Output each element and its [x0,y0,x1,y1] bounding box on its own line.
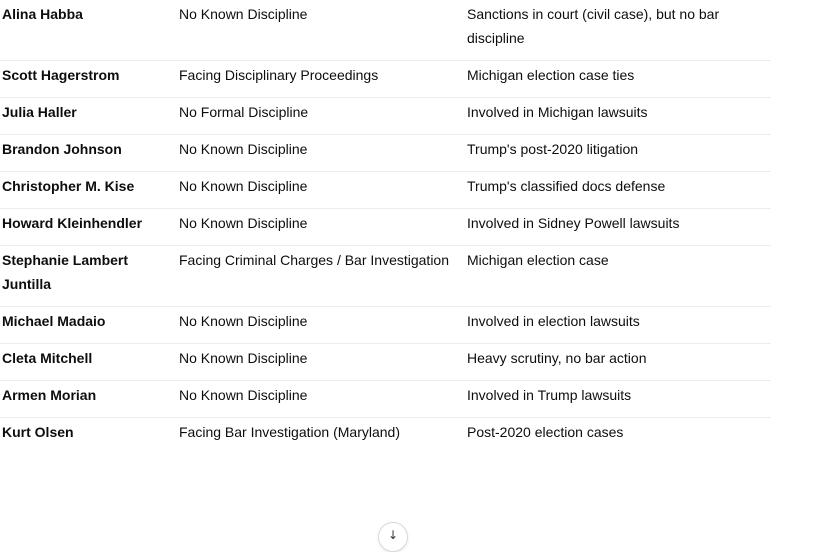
attorney-name: Armen Morian [2,387,97,403]
discipline-status: No Known Discipline [179,6,308,22]
attorney-name: Julia Haller [2,104,77,120]
attorney-name: Alina Habba [2,6,83,22]
table-row [0,418,771,454]
discipline-status: No Formal Discipline [179,104,309,120]
scroll-to-bottom-button[interactable] [378,522,408,552]
table-row [0,98,771,135]
discipline-status: No Known Discipline [179,313,308,329]
discipline-status: Facing Bar Investigation (Maryland) [179,424,400,440]
table-row [0,61,771,98]
attorney-name: Michael Madaio [2,313,106,329]
notes: Trump's post-2020 litigation [467,141,639,157]
discipline-status: No Known Discipline [179,141,308,157]
table-row [0,209,771,246]
notes: Michigan election case ties [467,67,635,83]
attorney-name: Kurt Olsen [2,424,74,440]
attorney-name: Stephanie Lambert Juntilla [2,252,129,292]
attorney-name: Howard Kleinhendler [2,215,143,231]
table-row [0,135,771,172]
attorney-name: Christopher M. Kise [2,178,135,194]
table-row [0,0,771,61]
notes: Involved in Sidney Powell lawsuits [467,215,680,231]
discipline-status: No Known Discipline [179,387,308,403]
discipline-status: Facing Disciplinary Proceedings [179,67,379,83]
notes: Sanctions in court (civil case), but no bar discipline [467,6,720,46]
table-row [0,172,771,209]
table-row [0,344,771,381]
discipline-status: No Known Discipline [179,178,308,194]
attorney-name: Brandon Johnson [2,141,122,157]
notes: Involved in election lawsuits [467,313,640,329]
notes: Trump's classified docs defense [467,178,666,194]
table-row [0,381,771,418]
arrow-down-icon: ↓ [387,528,399,542]
notes: Involved in Trump lawsuits [467,387,632,403]
notes: Involved in Michigan lawsuits [467,104,648,120]
attorney-name: Scott Hagerstrom [2,67,120,83]
notes: Heavy scrutiny, no bar action [467,350,647,366]
discipline-status: No Known Discipline [179,215,308,231]
discipline-status: No Known Discipline [179,350,308,366]
attorney-name: Cleta Mitchell [2,350,93,366]
table-row [0,307,771,344]
notes: Michigan election case [467,252,609,268]
notes: Post-2020 election cases [467,424,624,440]
discipline-status: Facing Criminal Charges / Bar Investigation [179,252,450,268]
table-row [0,246,771,307]
